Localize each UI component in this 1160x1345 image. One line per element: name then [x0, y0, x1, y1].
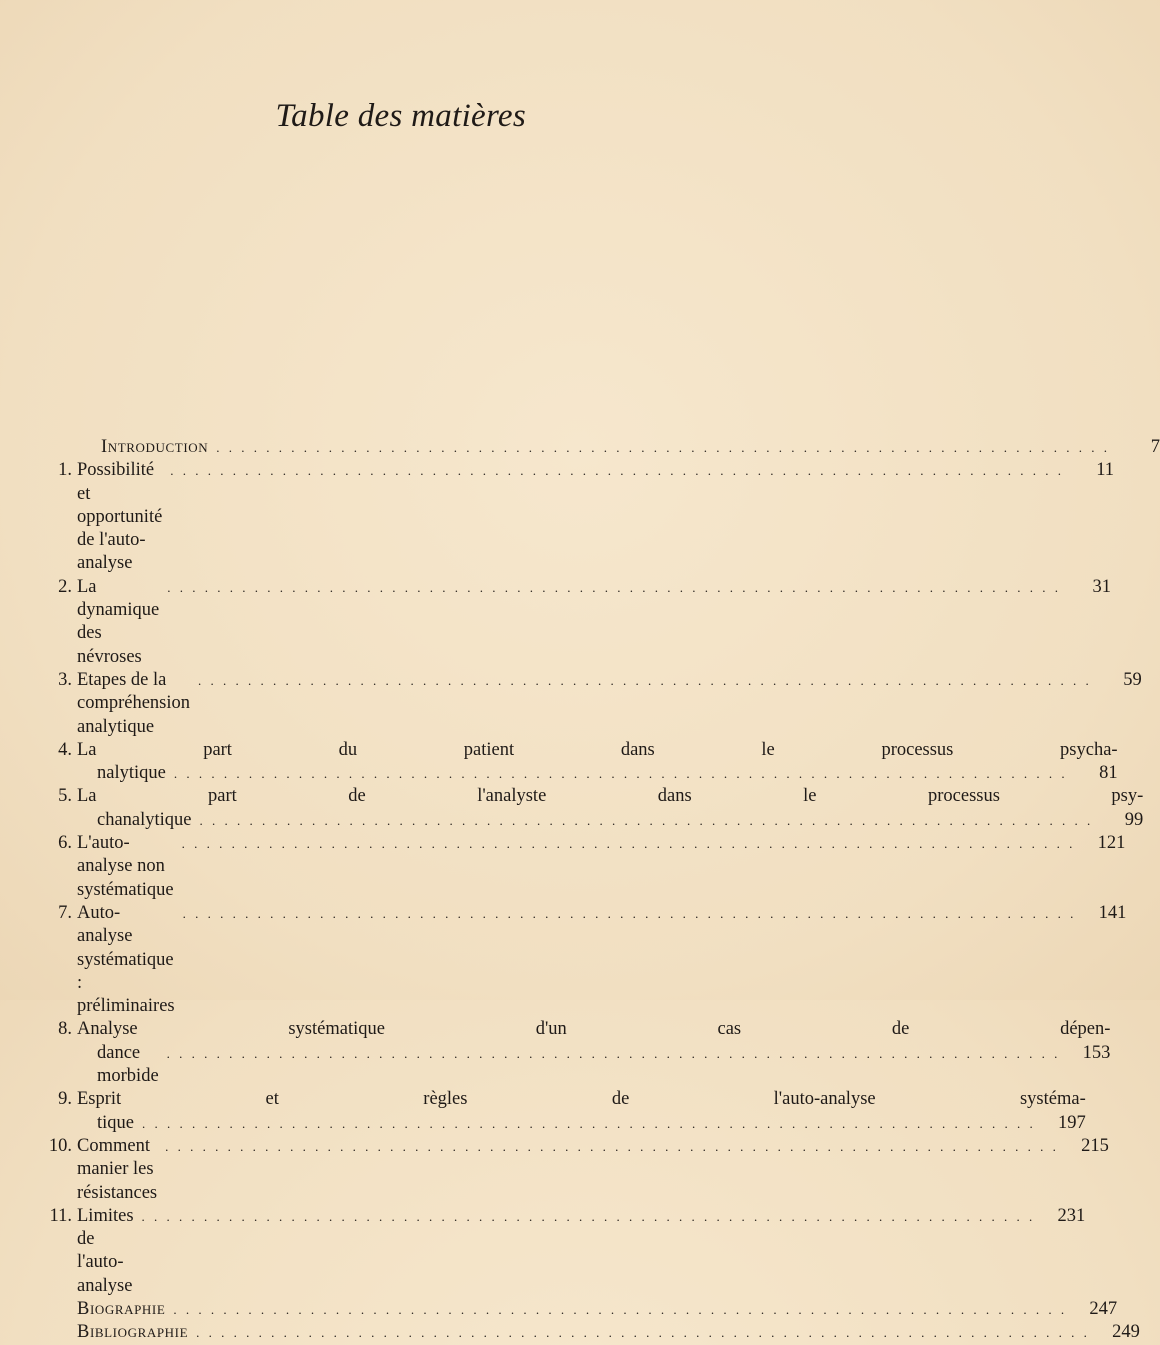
toc-entry-page: 141	[1098, 902, 1127, 923]
toc-entry-number: 2.	[58, 576, 72, 597]
toc-entry-number: 7.	[58, 902, 72, 923]
toc-entry-title-line-1: Analyse systématique d'un cas de dépen-	[77, 1019, 1111, 1040]
toc-entry-title-line-2: tique	[97, 1112, 134, 1133]
toc-entry-title: Introduction	[101, 437, 209, 457]
toc-entry-number: 4.	[58, 739, 72, 760]
toc-entry-chapter-1	[38, 459, 1115, 575]
toc-entry-title-line-1: La part du patient dans le processus psycha-	[77, 739, 1118, 760]
toc-entry-title: Etapes de la compréhension analytique	[77, 669, 191, 737]
toc-entry-biographie	[38, 1298, 1118, 1321]
toc-entry-chapter-2	[38, 576, 1111, 669]
toc-entry-chapter-10	[38, 1135, 1109, 1205]
toc-entry-title: La dynamique des névroses	[77, 576, 160, 667]
toc-entry-page: 99	[1124, 809, 1144, 830]
dot-leader	[200, 809, 1094, 832]
toc-entry-title: L'auto-analyse non systématique	[77, 833, 174, 900]
dot-leader	[142, 1112, 1036, 1135]
toc-entry-title-line-1: Esprit et règles de l'auto-analyse systéma-	[77, 1089, 1086, 1110]
toc-entry-number: 6.	[58, 833, 72, 854]
toc-entry-page: 231	[1057, 1205, 1086, 1226]
dot-leader	[196, 1321, 1090, 1344]
dot-leader	[182, 832, 1076, 855]
dot-leader	[174, 762, 1068, 785]
toc-entry-page: 59	[1123, 669, 1142, 690]
toc-entry-page: 11	[1096, 460, 1115, 481]
toc-entry-title: Comment manier les résistances	[77, 1135, 158, 1203]
toc-entry-chapter-3	[38, 669, 1142, 739]
toc-entry-title: Auto-analyse systématique : préliminaires	[77, 902, 175, 1017]
dot-leader	[183, 902, 1077, 925]
toc-entry-number: 1.	[58, 460, 72, 481]
toc-entry-chapter-7	[38, 902, 1127, 1018]
toc-entry-chapter-9	[38, 1088, 1086, 1135]
toc-entry-title: Possibilité et opportunité de l'auto-analyse	[77, 460, 163, 574]
toc-entry-number: 11.	[49, 1205, 72, 1226]
toc-entry-number: 8.	[58, 1019, 72, 1040]
dot-leader	[173, 1298, 1067, 1321]
toc-entry-page: 153	[1082, 1042, 1111, 1063]
toc-entry-page: 7	[1150, 437, 1160, 457]
toc-entry-title: Limites de l'auto-analyse	[77, 1205, 134, 1296]
toc-entry-chapter-5	[38, 785, 1144, 832]
toc-entry-number: 5.	[58, 786, 72, 807]
toc-entry-number: 9.	[58, 1089, 72, 1110]
page-title: Table des matières	[275, 98, 526, 134]
toc-entry-page: 121	[1097, 833, 1126, 854]
toc-entry-title-line-2: dance morbide	[97, 1042, 159, 1087]
toc-entry-number: 10.	[48, 1135, 72, 1156]
table-of-contents	[38, 436, 1160, 1345]
toc-entry-chapter-4	[38, 739, 1118, 786]
dot-leader	[167, 576, 1061, 599]
toc-entry-title-line-1: La part de l'analyste dans le processus psy-	[77, 786, 1144, 807]
toc-entry-page: 197	[1058, 1112, 1086, 1133]
toc-entry-page: 249	[1112, 1322, 1140, 1343]
toc-entry-number: 3.	[58, 669, 72, 690]
dot-leader	[170, 459, 1064, 482]
dot-leader	[167, 1042, 1061, 1065]
dot-leader	[216, 436, 1110, 459]
toc-entry-chapter-6	[38, 832, 1126, 902]
dot-leader	[198, 669, 1092, 692]
toc-entry-chapter-11	[38, 1205, 1086, 1298]
toc-entry-bibliographie	[38, 1321, 1140, 1344]
toc-entry-page: 31	[1092, 576, 1111, 597]
toc-entry-title-line-2: chanalytique	[97, 809, 192, 830]
toc-entry-chapter-8	[38, 1018, 1111, 1088]
toc-entry-introduction	[38, 436, 1160, 459]
toc-entry-page: 215	[1081, 1135, 1109, 1156]
toc-entry-title: Biographie	[77, 1298, 166, 1319]
toc-entry-page: 247	[1089, 1298, 1118, 1319]
toc-entry-title: Bibliographie	[77, 1322, 189, 1343]
dot-leader	[142, 1205, 1036, 1228]
toc-entry-page: 81	[1099, 763, 1118, 784]
dot-leader	[165, 1135, 1059, 1158]
toc-entry-title-line-2: nalytique	[97, 763, 166, 784]
